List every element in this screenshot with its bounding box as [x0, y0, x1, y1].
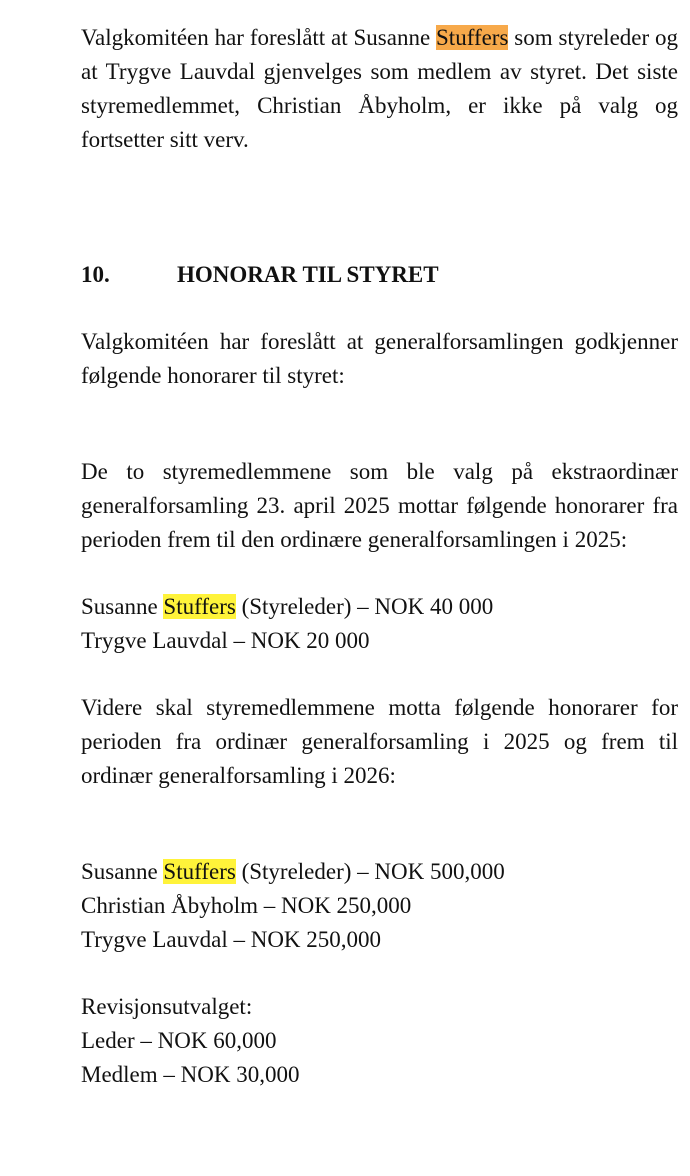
fee-line-member-1: Christian Åbyholm – NOK 250,000 [81, 893, 412, 918]
highlighted-name: Stuffers [163, 859, 236, 884]
proposal-paragraph: Valgkomitéen har foreslått at generalforsamlingen godkjenner følgende honorarer til styret: [81, 329, 678, 388]
document-page [81, 21, 678, 1092]
fee-line-chair [81, 855, 678, 889]
ordinary-paragraph: Videre skal styremedlemmene motta følgende honorarer for perioden fra ordinær generalforsamling i 2025 og frem til ordinær generalforsamling i 2026: [81, 695, 678, 788]
section-heading [81, 258, 678, 292]
fee-line-member-2: Trygve Lauvdal – NOK 250,000 [81, 927, 382, 952]
section-number: 10. [81, 262, 110, 287]
audit-leader-fee: Leder – NOK 60,000 [81, 1028, 277, 1053]
audit-committee-title: Revisjonsutvalget: [81, 994, 253, 1019]
section-title: HONORAR TIL STYRET [177, 262, 439, 287]
intro-text-after: som styreleder og at Trygve Lauvdal gjenvelges som medlem av styret. Det siste styremedlemmet, Christian Åbyholm, er ikke på valg og fortsetter sitt verv. [81, 25, 679, 152]
highlighted-name: Stuffers [163, 594, 236, 619]
extraordinary-paragraph: De to styremedlemmene som ble valg på ekstraordinær generalforsamling 23. april 2025 mottar følgende honorarer fra perioden frem til den ordinære generalforsamlingen i 2025: [81, 459, 678, 552]
fee-amount: (Styreleder) – NOK 40 000 [235, 594, 494, 619]
fee-line-chair-interim [81, 590, 678, 624]
intro-text-before: Valgkomitéen har foreslått at Susanne [81, 25, 437, 50]
fee-name: Susanne [81, 594, 164, 619]
fee-line-member-interim: Trygve Lauvdal – NOK 20 000 [81, 628, 370, 653]
fee-amount: (Styreleder) – NOK 500,000 [235, 859, 505, 884]
fee-name: Susanne [81, 859, 164, 884]
intro-paragraph [81, 21, 678, 157]
audit-member-fee: Medlem – NOK 30,000 [81, 1062, 300, 1087]
highlighted-name: Stuffers [436, 25, 509, 50]
